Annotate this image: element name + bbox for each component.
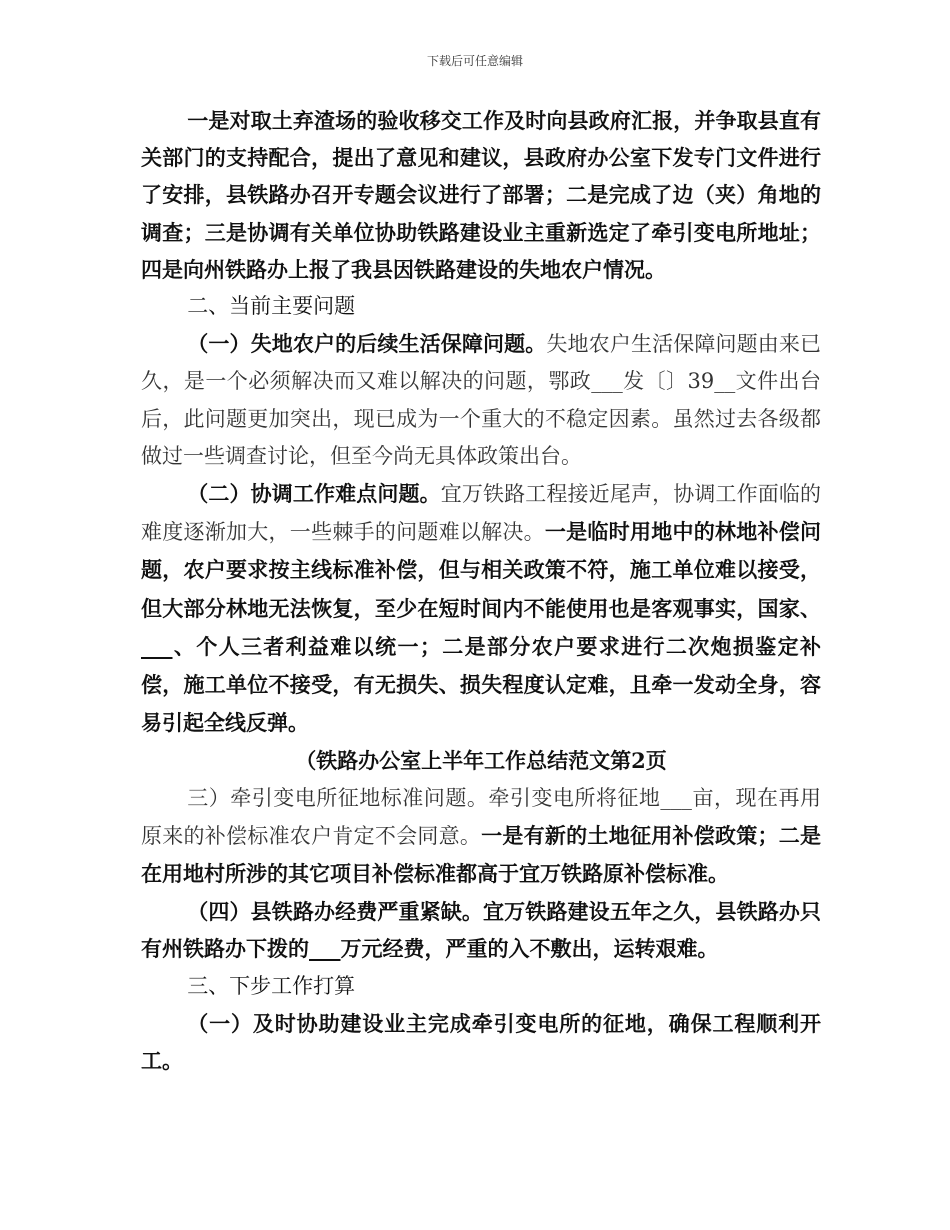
problem-2-text: 宜万铁路工程接近尾声，协调工作面临的难度逐渐加大，一些棘手的问题难以解决。 <box>141 482 821 545</box>
paragraph-next-step-1: （一）及时协助建设业主完成牵引变电所的征地，确保工程顺利开工。 <box>141 1010 821 1074</box>
page-header: 下载后可任意编辑 <box>426 54 523 68</box>
paragraph-problem-1 <box>141 325 821 475</box>
document-body <box>141 102 821 1079</box>
page-marker: （铁路办公室上半年工作总结范文第2页 <box>295 748 667 774</box>
problem-1-title: （一）失地农户的后续生活保障问题。 <box>187 331 547 357</box>
problem-2-title: （二）协调工作难点问题。 <box>187 481 441 507</box>
problem-3-details: 一是有新的土地征用补偿政策；二是在用地村所涉的其它项目补偿标准都高于宜万铁路原补偿标准。 <box>141 822 822 887</box>
problem-3-text: 三）牵引变电所征地标准问题。牵引变电所将征地___亩，现在再用原来的补偿标准农户肯定不会同意。 <box>141 785 821 848</box>
paragraph-work-summary: 一是对取土弃渣场的验收移交工作及时向县政府汇报，并争取县直有关部门的支持配合，提出了意见和建议，县政府办公室下发专门文件进行了安排，县铁路办召开专题会议进行了部署；二是完成了边（夹）角地的调查；三是协调有关单位协助铁路建设业主重新选定了牵引变电所地址；四是向州铁路办上报了我县因铁路建设的失地农户情况。 <box>141 108 821 282</box>
section-heading-next-steps: 三、下步工作打算 <box>187 973 356 998</box>
section-heading-problems: 二、当前主要问题 <box>187 294 356 319</box>
paragraph-problem-3 <box>141 780 821 894</box>
problem-2-details: 一是临时用地中的林地补偿问题，农户要求按主线标准补偿，但与相关政策不符，施工单位难以接受，但大部分林地无法恢复，至少在短时间内不能使用也是客观事实，国家、___、个人三者利益难以统一；二是部分农户要求进行二次炮损鉴定补偿，施工单位不接受，有无损失、损失程度认定难，且牵一发动全身，容易引起全线反弹。 <box>141 519 822 736</box>
paragraph-problem-4: （四）县铁路办经费严重紧缺。宜万铁路建设五年之久，县铁路办只有州铁路办下拨的___万元经费，严重的入不敷出，运转艰难。 <box>141 899 821 962</box>
problem-1-text: 失地农户生活保障问题由来已久，是一个必须解决而又难以解决的问题，鄂政___发〔〕39__文件出台后，此问题更加突出，现已成为一个重大的不稳定因素。虽然过去各级都做过一些调查讨论，但至今尚无具体政策出台。 <box>141 332 821 468</box>
paragraph-problem-2 <box>141 475 821 742</box>
